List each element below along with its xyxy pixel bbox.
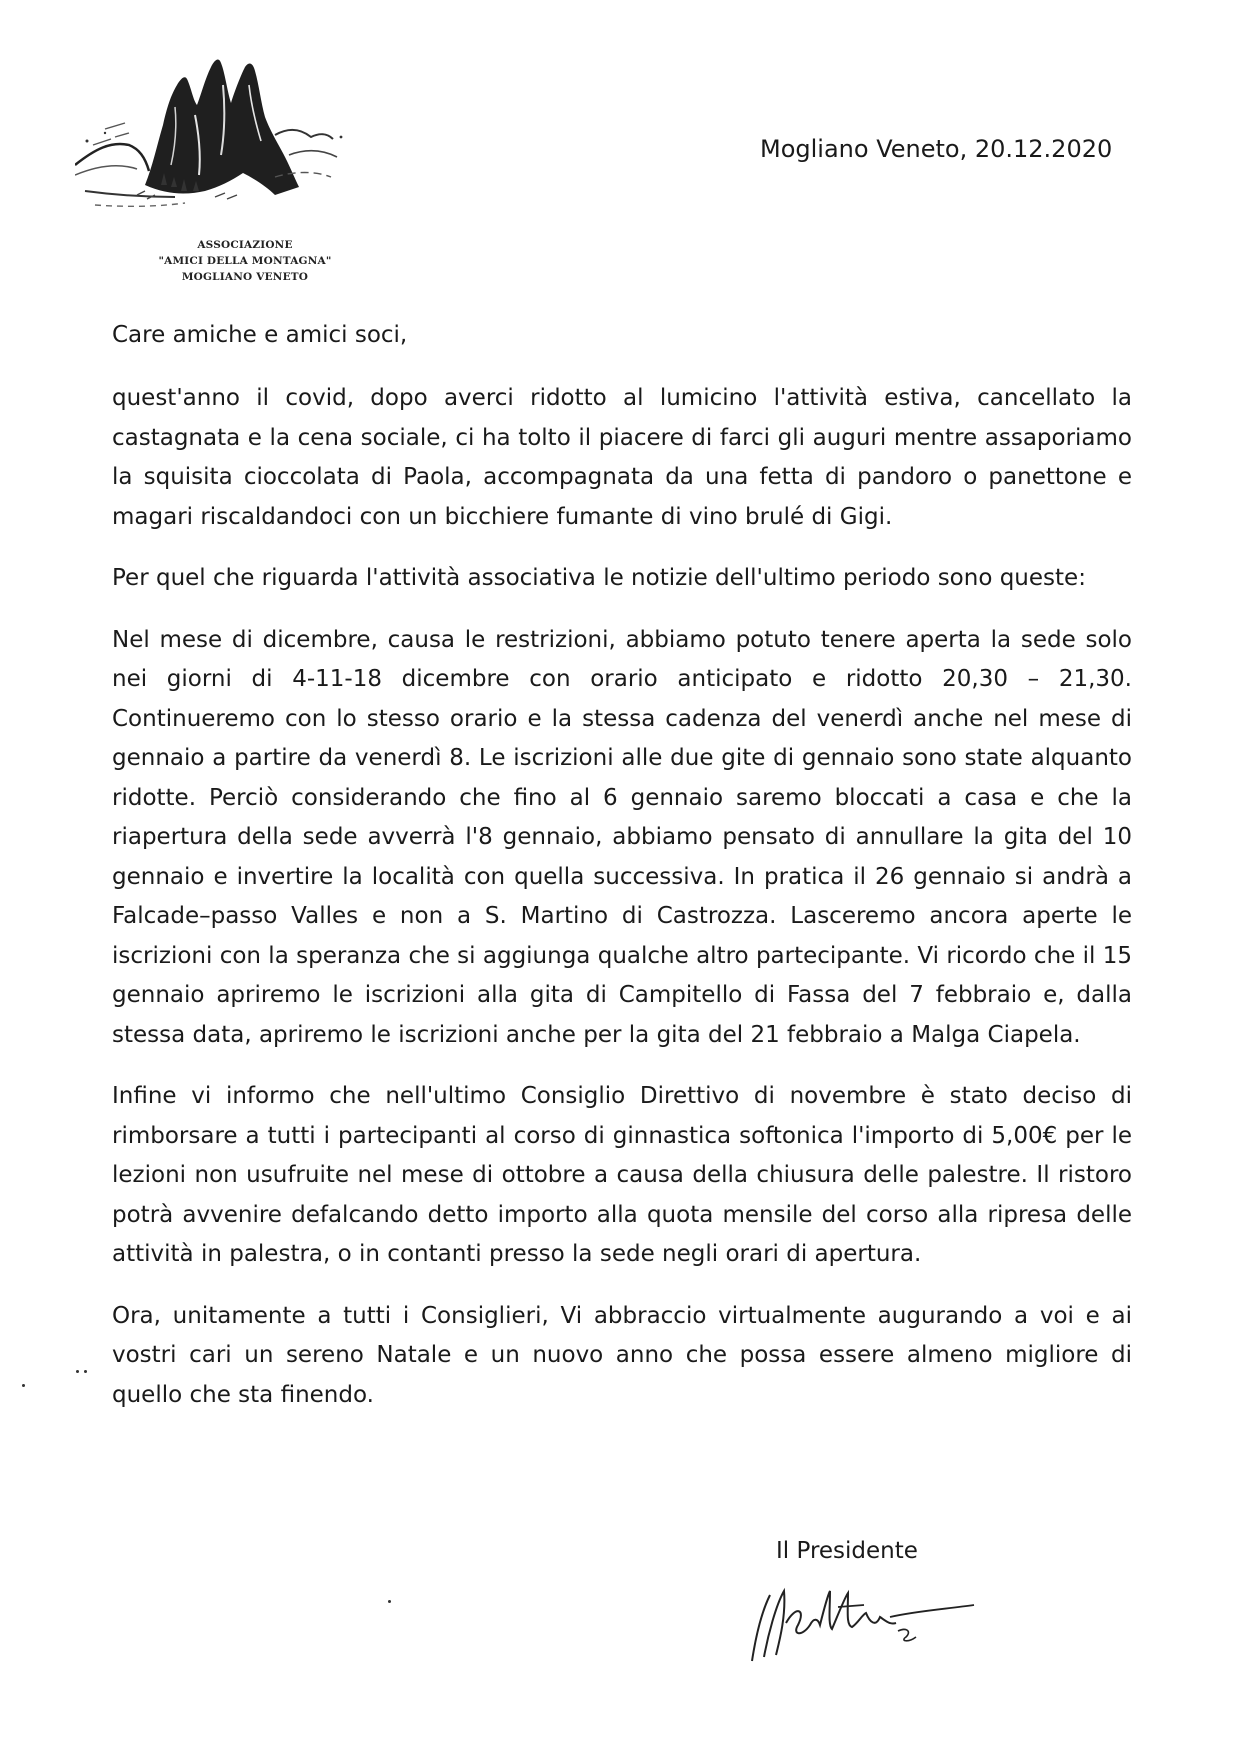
salutation: Care amiche e amici soci, [112, 322, 408, 348]
paragraph-news-intro: Per quel che riguarda l'attività associativa le notizie dell'ultimo periodo sono queste: [112, 565, 1086, 591]
signature-block [740, 1530, 1020, 1680]
scan-speck [76, 1370, 79, 1373]
scan-speck [22, 1384, 25, 1387]
handwritten-signature-icon [740, 1565, 1000, 1665]
letter-body [112, 379, 1132, 1437]
logo-line-name: "AMICI DELLA MONTAGNA" [158, 255, 332, 267]
paragraph-refund: Infine vi informo che nell'ultimo Consiglio Direttivo di novembre è stato deciso di rimborsare a tutti i partecipanti al corso di ginnastica softonica l'importo di 5,00€ per le lezioni non usufruite nel mese di ottobre a causa della chiusura delle palestre. Il ristoro potrà avvenire defalcando detto importo alla quota mensile del corso alla ripresa delle attività in palestra, o in contanti presso la sede negli orari di apertura. [112, 1083, 1132, 1267]
logo-caption [145, 237, 345, 285]
letter-date: Mogliano Veneto, 20.12.2020 [760, 135, 1113, 163]
association-logo [75, 45, 375, 283]
paragraph-greetings: Ora, unitamente a tutti i Consiglieri, Vi abbraccio virtualmente augurando a voi e ai vostri cari un sereno Natale e un nuovo anno che possa essere almeno migliore di quello che sta finendo. [112, 1302, 1132, 1408]
scan-speck [388, 1600, 391, 1603]
paragraph-december-schedule: Nel mese di dicembre, causa le restrizioni, abbiamo potuto tenere aperta la sede solo nei giorni di 4-11-18 dicembre con orario anticipato e ridotto 20,30 – 21,30. Continueremo con lo stesso orario e la stessa cadenza del venerdì anche nel mese di gennaio a partire da venerdì 8. Le iscrizioni alle due gite di gennaio sono state alquanto ridotte. Perciò considerando che fino al 6 gennaio saremo bloccati a casa e che la riapertura della sede avverrà l'8 gennaio, abbiamo pensato di annullare la gita del 10 gennaio e invertire la località con quella successiva. In pratica il 26 gennaio si andrà a Falcade–passo Valles e non a S. Martino di Castrozza. Lasceremo ancora aperte le iscrizioni con la speranza che si aggiunga qualche altro partecipante. Vi ricordo che il 15 gennaio apriremo le iscrizioni alla gita di Campitello di Fassa del 7 febbraio e, dalla stessa data, apriremo le iscrizioni anche per la gita del 21 febbraio a Malga Ciapela. [112, 626, 1132, 1048]
mountain-logo-icon [75, 45, 375, 235]
paragraph-covid: quest'anno il covid, dopo averci ridotto al lumicino l'attività estiva, cancellato la castagnata e la cena sociale, ci ha tolto il piacere di farci gli auguri mentre assaporiamo la squisita cioccolata di Paola, accompagnata da una fetta di pandoro o panettone e magari riscaldandoci con un bicchiere fumante di vino brulé di Gigi. [112, 385, 1132, 530]
scan-speck [84, 1370, 87, 1373]
logo-line-city: MOGLIANO VENETO [181, 271, 309, 283]
signer-title: Il Presidente [776, 1538, 918, 1564]
logo-line-association: ASSOCIAZIONE [197, 239, 293, 251]
